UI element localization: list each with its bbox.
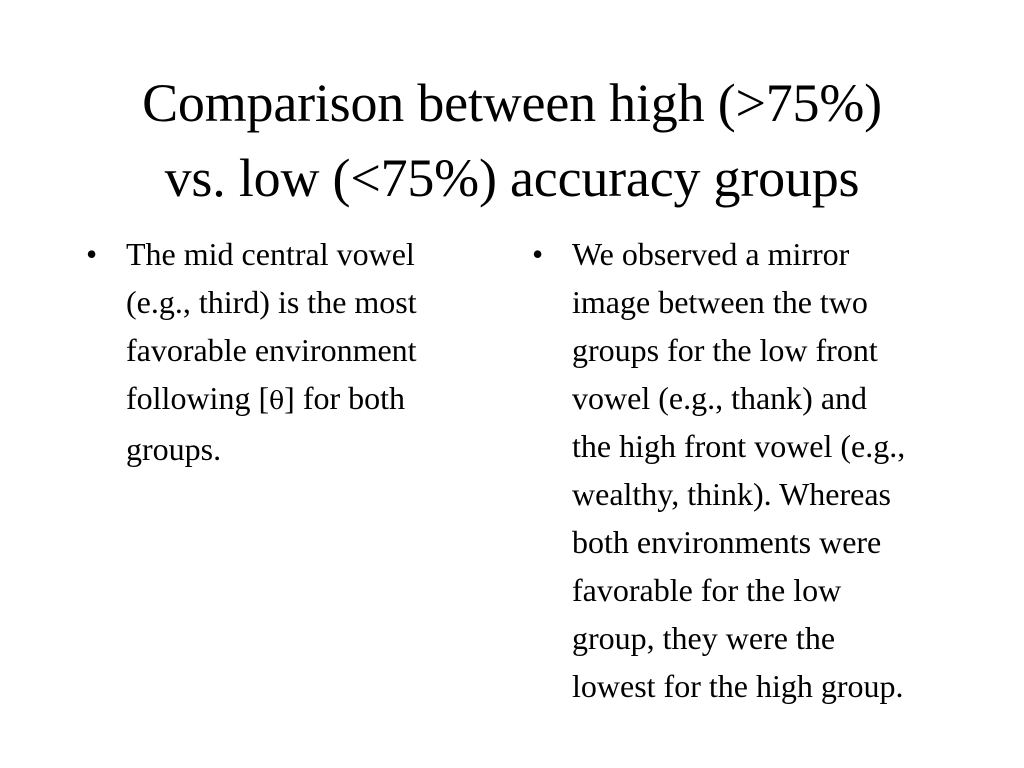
- left-line-2: (e.g., third) is the most: [126, 284, 417, 320]
- left-line-1: The mid central vowel: [126, 236, 415, 272]
- right-line-8: favorable for the low: [572, 572, 842, 608]
- left-line-4-start: following [: [126, 380, 270, 416]
- right-line-2: image between the two: [572, 284, 868, 320]
- right-line-7: both environments were: [572, 524, 882, 560]
- right-line-4: vowel (e.g., thank) and: [572, 380, 868, 416]
- theta-symbol: θ: [269, 386, 285, 415]
- right-line-1: We observed a mirror: [572, 236, 850, 272]
- right-line-10: lowest for the high group.: [572, 668, 904, 704]
- left-line-4: [126, 374, 498, 425]
- left-line-3: favorable environment: [126, 332, 417, 368]
- left-bullet-text: [126, 230, 498, 473]
- title-line-1: Comparison between high (>75%): [142, 73, 882, 133]
- slide-title: [40, 66, 984, 216]
- right-line-6: wealthy, think). Whereas: [572, 476, 891, 512]
- left-line-4-end: ] for both: [284, 380, 406, 416]
- left-bullet-item: [86, 230, 498, 473]
- right-line-3: groups for the low front: [572, 332, 878, 368]
- left-bullet-list: [86, 230, 498, 473]
- right-line-5: the high front vowel (e.g.,: [572, 428, 906, 464]
- right-bullet-text: [572, 230, 992, 710]
- right-bullet-item: [532, 230, 992, 710]
- left-line-5: groups.: [126, 431, 222, 467]
- right-bullet-list: [532, 230, 992, 710]
- bullet-icon: •: [532, 236, 544, 272]
- right-line-9: group, they were the: [572, 620, 836, 656]
- bullet-icon: •: [86, 236, 98, 272]
- title-line-2: vs. low (<75%) accuracy groups: [164, 148, 860, 208]
